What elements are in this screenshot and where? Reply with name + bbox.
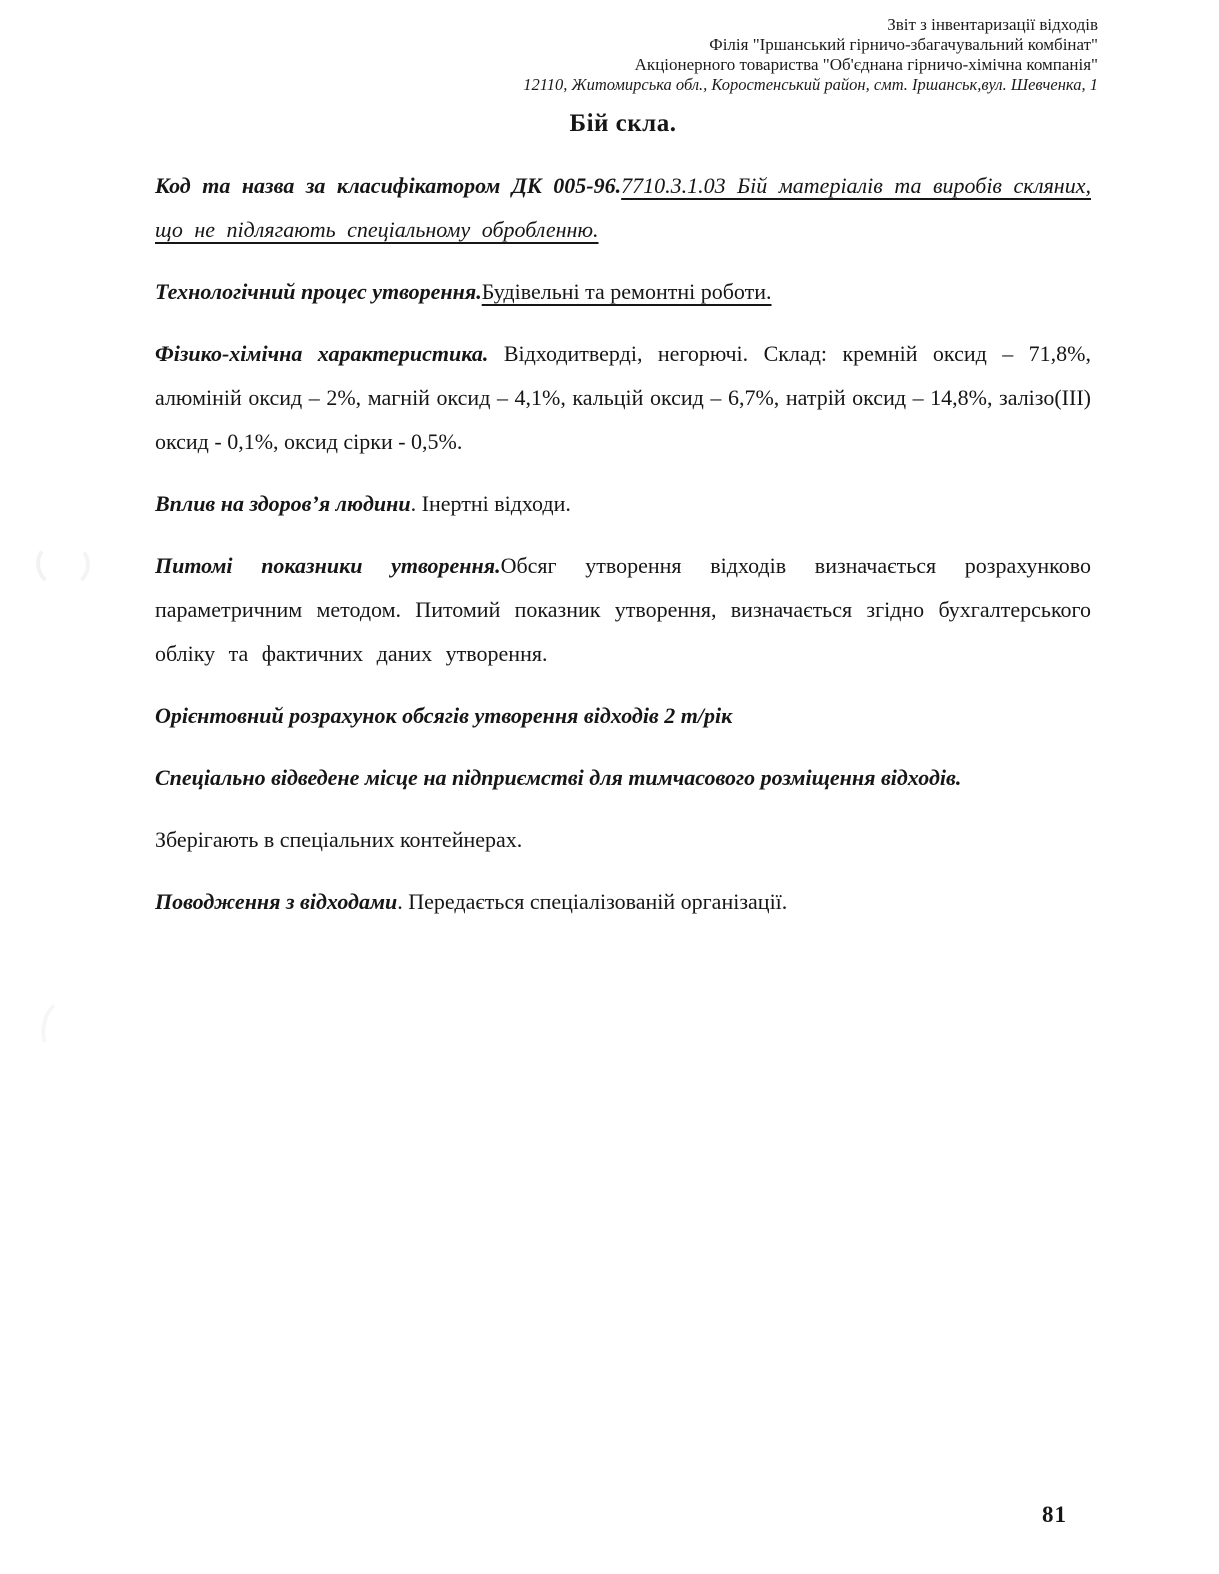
header-branch-name: Філія "Іршанський гірничо-збагачувальний комбінат" xyxy=(709,35,1098,54)
physchem-text: Відходитверді, негорючі. Склад: кремній оксид – 71,8%, алюміній оксид – 2%, магній оксид – 4,1%, кальцій оксид – 6,7%, натрій оксид – 14,8%, залізо(ІІІ) оксид - 0,1%, оксид сірки - 0,5%. xyxy=(155,341,1091,454)
handling-text: . Передається спеціалізованій організації. xyxy=(397,889,788,914)
document-header xyxy=(523,15,1098,95)
handling-lead: Поводження з відходами xyxy=(155,889,398,914)
paragraph-process xyxy=(155,270,1091,314)
paragraph-specific-indicators xyxy=(155,544,1091,676)
health-lead: Вплив на здоров’я людини xyxy=(155,491,411,516)
classifier-code: 7710.3.1.03 Бій матеріалів та виробів скляних, що не підлягають спеціальному обробленню. xyxy=(155,173,1091,242)
specific-text: Обсяг утворення відходів визначається розрахунково параметричним методом. Питомий показник утворення, визначається згідно бухгалтерського обліку та фактичних даних утворення. xyxy=(155,553,1091,666)
physchem-lead: Фізико-хімічна характеристика. xyxy=(155,341,489,366)
paragraph-storage: Зберігають в спеціальних контейнерах. xyxy=(155,827,523,852)
health-text: . Інертні відходи. xyxy=(410,491,571,516)
paragraph-physchem xyxy=(155,332,1091,464)
header-report-title: Звіт з інвентаризації відходів xyxy=(887,15,1098,34)
classifier-lead: Код та назва за класифікатором ДК 005-96. xyxy=(155,173,622,198)
page-number: 81 xyxy=(1042,1502,1067,1527)
process-value: Будівельні та ремонтні роботи. xyxy=(481,279,772,304)
header-address: 12110, Житомирська обл., Коростенський район, смт. Іршанськ,вул. Шевченка, 1 xyxy=(523,75,1098,94)
paragraph-estimate: Орієнтовний розрахунок обсягів утворення відходів 2 т/рік xyxy=(155,703,733,728)
header-company-name: Акціонерного товариства "Об'єднана гірничо-хімічна компанія" xyxy=(634,55,1098,74)
specific-lead: Питомі показники утворення. xyxy=(155,553,501,578)
page-title: Бій скла. xyxy=(569,110,677,137)
process-lead: Технологічний процес утворення. xyxy=(155,279,482,304)
paragraph-health xyxy=(155,482,1091,526)
document-body xyxy=(155,110,1091,942)
paragraph-handling xyxy=(155,880,1091,924)
scan-artifact xyxy=(36,997,80,1055)
paragraph-classifier xyxy=(155,164,1091,252)
paragraph-storage-place: Спеціально відведене місце на підприємстві для тимчасового розміщення відходів. xyxy=(155,765,962,790)
